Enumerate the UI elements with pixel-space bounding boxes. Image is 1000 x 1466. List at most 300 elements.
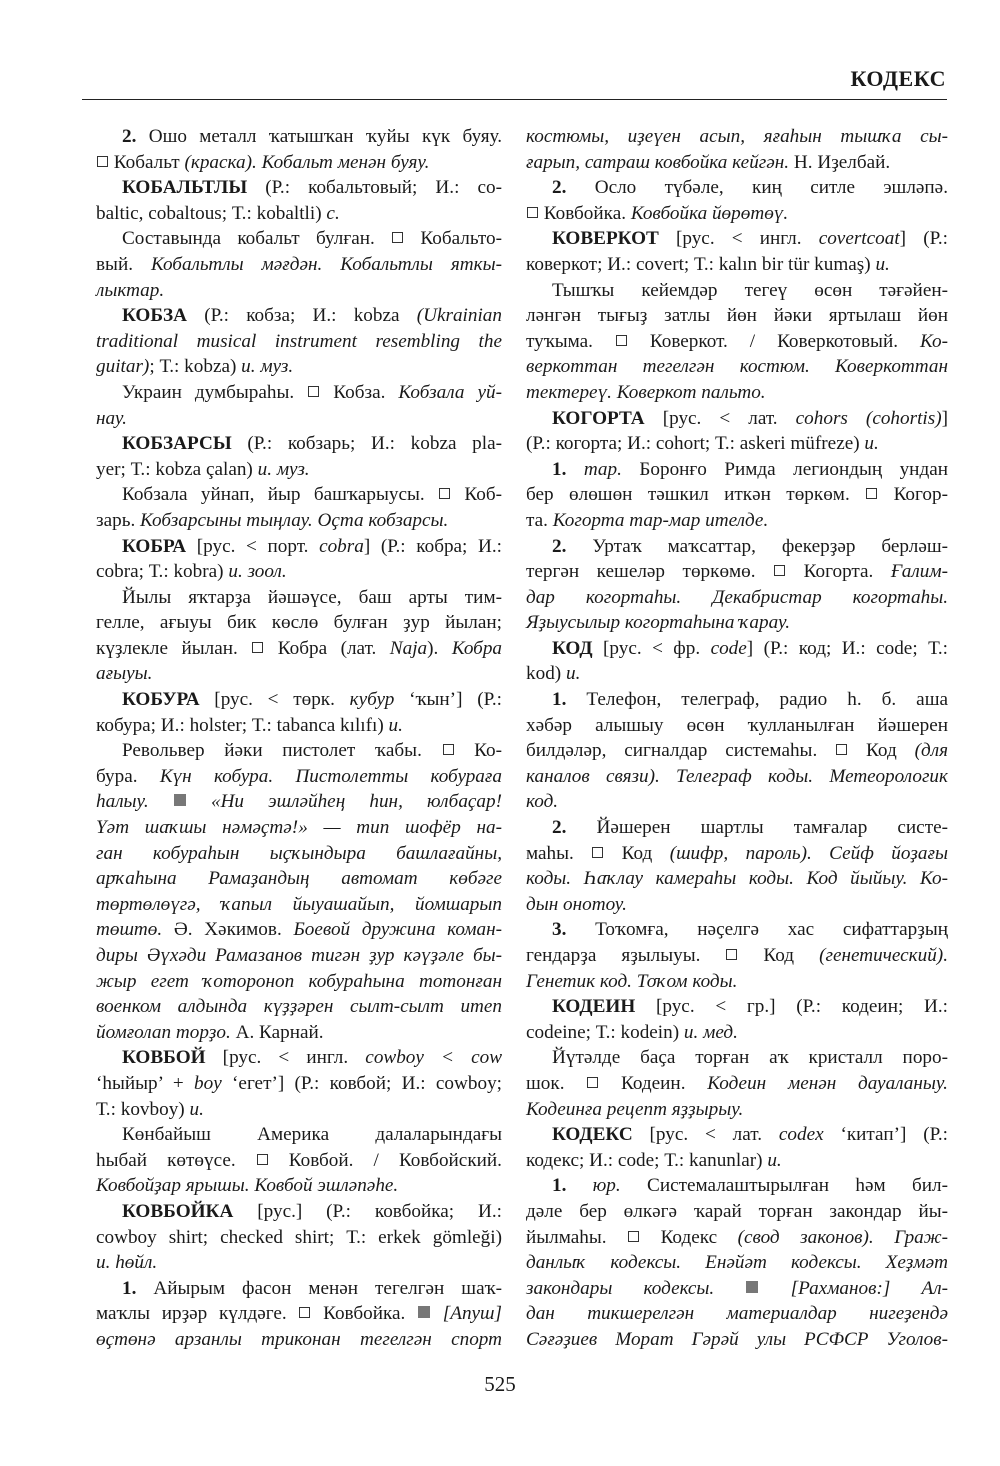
italic-text: cowboy < cow — [365, 1047, 502, 1069]
italic-text: guitar) — [96, 356, 150, 378]
text-segment: Кобзала уйнап, йыр башҡарыусы. — [122, 484, 439, 506]
open-square-icon — [774, 565, 785, 576]
open-square-icon — [587, 1077, 598, 1088]
italic-text: код. — [526, 791, 559, 813]
text-line — [96, 1148, 502, 1174]
text-line — [96, 226, 502, 252]
italic-text: и. зоол. — [228, 561, 287, 583]
text-segment — [187, 791, 211, 812]
text-segment: А. Карнай. — [230, 1021, 324, 1043]
italic-text: жыр егет ҡотороноп кобураһына тотонған — [96, 970, 502, 992]
italic-text: төштө. — [96, 919, 163, 941]
text-segment: кодекс; И.: code; Т.: kanunlar) — [526, 1149, 768, 1171]
italic-text: военком алдында күҙҙәрен сылт-сылт итеп — [96, 996, 502, 1018]
text-line — [526, 559, 948, 585]
text-line — [96, 866, 502, 892]
italic-text: тар. — [583, 458, 622, 480]
text-segment: Код — [604, 842, 670, 864]
italic-text: [Рахманов:] Ал- — [790, 1277, 949, 1299]
italic-text: и. мед. — [683, 1021, 738, 1043]
text-segment: Ковбойка. — [539, 202, 631, 224]
text-segment: Тоҡомға, нәҫелгә хас сифаттарҙың — [566, 919, 948, 941]
text-line — [526, 866, 948, 892]
text-line — [96, 1327, 502, 1353]
text-segment: Йылы яҡтарҙа йәшәүсе, баш арты тим- — [122, 586, 502, 608]
headword: КОБУРА — [122, 689, 200, 711]
text-segment: Ковбойка. — [311, 1303, 418, 1325]
italic-text: cobra — [319, 535, 364, 557]
text-segment: [рус. < төрк. — [199, 689, 350, 711]
text-line — [96, 329, 502, 355]
text-segment: Йәшерен шартлы тамғалар систе- — [566, 817, 948, 839]
italic-text: диры Әүхәди Рамазанов тигән ҙур кәүҙәле бы- — [96, 945, 502, 966]
headword: КОБРА — [122, 535, 187, 557]
open-square-icon — [527, 207, 538, 218]
filled-square-icon — [418, 1306, 430, 1318]
text-segment: тергән кешеләр төркөмө. — [526, 561, 774, 583]
italic-text: һалыу. — [96, 791, 149, 813]
text-segment: Когор- — [878, 484, 948, 506]
headword: КОБЗАРСЫ — [122, 433, 232, 455]
open-square-icon — [257, 1154, 268, 1165]
text-line — [96, 252, 502, 278]
text-line — [96, 994, 502, 1020]
text-segment: codeine; Т.: kodein) — [526, 1021, 684, 1043]
text-segment: [рус. < лат. — [632, 1124, 779, 1146]
text-segment: та. — [526, 509, 553, 531]
text-line — [526, 252, 948, 278]
headword: 1. — [122, 1277, 137, 1299]
open-square-icon — [866, 488, 877, 499]
headword: КОД — [552, 637, 593, 659]
text-segment: ‘һыйыр’ + — [96, 1072, 195, 1094]
italic-text: йомғолап торҙо. — [96, 1021, 231, 1043]
open-square-icon — [836, 744, 847, 755]
text-line — [96, 764, 502, 790]
open-square-icon — [97, 156, 108, 167]
page-number: 525 — [484, 1372, 516, 1396]
text-line — [96, 1071, 502, 1097]
text-segment: бура. — [96, 765, 160, 787]
text-line — [96, 1301, 502, 1327]
text-segment: ] (Р.: код; И.: code; Т.: — [746, 637, 948, 659]
text-segment: baltic, cobaltous; Т.: kobaltli) — [96, 202, 327, 224]
text-segment: [рус. < лат. — [644, 407, 796, 429]
text-segment: [рус. < ингл. — [658, 228, 819, 250]
text-segment: Уртаҡ маҡсаттар, фекерҙәр берләш- — [566, 535, 948, 557]
text-line — [96, 841, 502, 867]
text-segment: cowboy shirt; checked shirt; Т.: erkek gömleği) — [96, 1226, 502, 1248]
text-line — [526, 1045, 948, 1071]
text-line — [526, 1327, 948, 1353]
text-line — [96, 380, 502, 406]
text-segment: һыбай көтөүсе. — [96, 1149, 256, 1171]
italic-text: ғарып, сатраш ковбойка кейгән. — [526, 151, 790, 173]
italic-text: арҡаһына Рамаҙандың автомат көбәге — [96, 868, 502, 890]
italic-text: төртөлөүгә, ҡапыл йыуашайып, йомшарып — [96, 893, 502, 915]
italic-text: өҫтөнә арзанлы триконан тегелгән спорт — [96, 1328, 502, 1350]
text-segment: Кобальт — [109, 151, 185, 173]
text-line — [526, 1199, 948, 1225]
italic-text: Кобра — [451, 637, 503, 659]
text-segment: Кобза. — [320, 381, 399, 403]
text-segment: [рус. < порт. — [186, 535, 320, 557]
text-line — [526, 1173, 948, 1199]
text-segment: дәле бер өлкәгә ҡарай торған закондар йы- — [526, 1200, 948, 1222]
text-line — [96, 201, 502, 227]
text-segment: Телефон, телеграф, радио һ. б. аша — [566, 689, 948, 711]
headword: 2. — [552, 177, 567, 199]
text-segment: Кобальто- — [404, 228, 503, 250]
headword: 2. — [552, 817, 567, 839]
text-line — [526, 303, 948, 329]
text-line — [526, 431, 948, 457]
italic-text: и. — [864, 433, 879, 455]
text-line — [96, 150, 502, 176]
text-segment: гелле, ағыуы бик көслө булған ҙур йылан; — [96, 612, 502, 634]
text-line — [526, 713, 948, 739]
text-segment: Ошо металл ҡатышҡан ҡуйы күк буяу. — [136, 126, 502, 147]
text-segment: ] — [941, 407, 948, 429]
text-line — [96, 1020, 502, 1046]
text-line — [526, 1122, 948, 1148]
italic-text: дын онотоу. — [526, 893, 627, 915]
text-segment: Кодеин. — [599, 1072, 708, 1094]
text-line — [96, 559, 502, 585]
text-line — [96, 585, 502, 611]
text-segment: [рус. < гр.] (Р.: кодеин; И.: — [635, 996, 948, 1018]
text-line — [96, 1122, 502, 1148]
headword: 3. — [552, 919, 567, 941]
right-column — [526, 124, 948, 1353]
text-segment: кобура; И.: holster; Т.: tabanca kılıfı) — [96, 714, 389, 736]
text-segment: Коверкот. / Коверкотовый. — [627, 330, 920, 352]
italic-text: Генетик код. Тоҡом коды. — [526, 970, 738, 992]
text-segment: yer; Т.: kobza çalan) — [96, 458, 258, 480]
headword: 1. — [552, 689, 567, 711]
text-segment: Т.: kovboy) — [96, 1098, 190, 1120]
text-segment: ‘ҡын’] (Р.: — [394, 689, 502, 711]
text-line — [96, 354, 502, 380]
text-line — [526, 201, 948, 227]
text-line — [96, 508, 502, 534]
text-segment: kod) — [526, 663, 566, 685]
text-line — [526, 1148, 948, 1174]
text-line — [96, 482, 502, 508]
text-line — [526, 969, 948, 995]
italic-text: тектереү. Коверкот пальто. — [526, 381, 766, 403]
italic-text: (свод законов). Граж- — [737, 1226, 949, 1248]
text-segment: Осло түбәле, киң ситле эшләпә. — [566, 177, 948, 199]
text-segment: гендарҙа яҙылыуы. — [526, 945, 726, 966]
text-segment: (Р.: кобза; И.: kobza — [187, 305, 417, 327]
italic-text: covertcoat — [818, 228, 900, 250]
open-square-icon — [443, 744, 454, 755]
text-segment: Системалаштырылған һәм бил- — [620, 1175, 948, 1197]
italic-text: и. — [189, 1098, 204, 1120]
text-line — [526, 278, 948, 304]
italic-text: boy — [194, 1072, 222, 1094]
italic-text: cohors (cohortis) — [795, 407, 942, 429]
text-line — [526, 534, 948, 560]
text-line — [96, 738, 502, 764]
text-segment — [566, 1175, 592, 1196]
italic-text: Кобзарсыны тыңлау. Оҫта кобзарсы. — [140, 509, 449, 531]
italic-text: и. — [388, 714, 403, 736]
text-line — [526, 380, 948, 406]
text-segment: Тышҡы кейемдәр тегеү өсөн тәғәйен- — [552, 279, 948, 301]
text-line — [526, 1071, 948, 1097]
text-line — [526, 1301, 948, 1327]
text-segment: Йүтәлде баҫа торған аҡ кристалл поро- — [552, 1047, 948, 1069]
text-line — [96, 1276, 502, 1302]
italic-text: Сәғәҙиев Морат Гәрәй улы РСФСР Уголов- — [526, 1328, 948, 1350]
headword: 1. — [552, 458, 567, 480]
italic-text: и. — [875, 253, 890, 275]
open-square-icon — [726, 949, 737, 960]
text-segment: Украин думбыраһы. — [122, 381, 308, 403]
text-line — [96, 303, 502, 329]
italic-text: каналов связи). Телеграф коды. Метеорологик — [526, 765, 948, 787]
text-line — [526, 1020, 948, 1046]
italic-text: кубур — [349, 689, 395, 711]
text-line — [96, 1199, 502, 1225]
header-rule — [82, 99, 947, 100]
text-segment: ). — [427, 637, 452, 659]
text-line — [96, 815, 502, 841]
text-segment: Боронғо Римда легиондың ундан — [621, 458, 948, 480]
text-line — [526, 124, 948, 150]
text-line — [96, 892, 502, 918]
italic-text: Ғалим- — [890, 561, 948, 583]
headword: 1. — [552, 1175, 567, 1197]
italic-text: костюмы, иҙеүен асып, яғаһын тышҡа сы- — [526, 126, 948, 147]
text-segment: Кобра (лат. — [264, 637, 390, 659]
italic-text: (генетический). — [819, 945, 948, 966]
open-square-icon — [252, 642, 263, 653]
italic-text: (Ukrainian — [416, 305, 502, 327]
open-square-icon — [308, 386, 319, 397]
text-line — [96, 687, 502, 713]
text-segment: Составында кобальт булған. — [122, 228, 392, 250]
text-segment: ] (Р.: кобра; И.: — [363, 535, 502, 557]
italic-text: Ковбойҙар ярышы. Ковбой эшләпәһе. — [96, 1175, 399, 1197]
text-line — [96, 1250, 502, 1276]
text-segment: Когорта. — [786, 561, 891, 583]
text-line — [96, 406, 502, 432]
text-line — [526, 1276, 948, 1302]
open-square-icon — [392, 232, 403, 243]
text-segment: (Р.: кобзарь; И.: kobza pla- — [231, 433, 502, 455]
italic-text: ган кобураһын ыҫҡындыра башлағайны, — [96, 842, 502, 864]
text-segment: шок. — [526, 1072, 587, 1094]
open-square-icon — [592, 847, 603, 858]
text-segment: ‘китап’] (Р.: — [823, 1124, 948, 1146]
italic-text: нау. — [96, 407, 127, 429]
text-line — [96, 278, 502, 304]
headword: КОВБОЙ — [122, 1047, 206, 1069]
text-line — [526, 943, 948, 969]
text-line — [96, 175, 502, 201]
italic-text: ағыуы. — [96, 663, 153, 685]
text-segment — [431, 1303, 443, 1324]
text-line — [96, 124, 502, 150]
headword: 2. — [552, 535, 567, 557]
text-segment: ләнгән тығыҙ затлы йөн йәки яртылаш йөн — [526, 305, 948, 327]
text-line — [526, 406, 948, 432]
italic-text: (краска). Кобальт менән буяу. — [184, 151, 430, 173]
italic-text: (шифр, пароль). Сейф йоҙағы — [669, 842, 948, 864]
text-line — [526, 789, 948, 815]
italic-text: Кодеин менән дауаланыу. — [707, 1072, 948, 1094]
headword: КОВЕРКОТ — [552, 228, 659, 250]
italic-text: Naja — [389, 637, 428, 659]
text-line — [526, 150, 948, 176]
headword: КОВБОЙКА — [122, 1200, 234, 1222]
italic-text: Ковбойка йөрөтөү. — [630, 202, 789, 224]
running-head: КОДЕКС — [850, 66, 946, 91]
text-segment: зарь. — [96, 509, 141, 531]
text-line — [526, 175, 948, 201]
text-line — [96, 534, 502, 560]
italic-text: и. муз. — [257, 458, 310, 480]
text-line — [526, 636, 948, 662]
text-line — [526, 1225, 948, 1251]
text-segment: Н. Иҙелбай. — [789, 151, 891, 173]
italic-text: Боевой дружина коман- — [293, 919, 502, 941]
italic-text: codex — [778, 1124, 824, 1146]
text-line — [526, 841, 948, 867]
text-line — [526, 585, 948, 611]
text-line — [96, 1097, 502, 1123]
text-segment — [714, 1278, 745, 1299]
text-segment: күҙлекле йылан. — [96, 637, 252, 659]
text-segment: Ко- — [454, 740, 503, 762]
open-square-icon — [299, 1307, 310, 1318]
text-line — [526, 661, 948, 687]
open-square-icon — [628, 1231, 639, 1242]
text-segment: [рус. < фр. — [592, 637, 711, 659]
text-segment: хәбәр алышыу өсөн ҡулланылған йәшерен — [526, 714, 948, 736]
headword: КОГОРТА — [552, 407, 645, 429]
text-line — [96, 969, 502, 995]
text-line — [526, 457, 948, 483]
italic-text: (для — [914, 740, 948, 762]
italic-text: Ко- — [919, 330, 948, 352]
text-line — [96, 1045, 502, 1071]
text-segment — [566, 459, 583, 480]
italic-text: дан тикшерелгән материалдар нигеҙендә — [526, 1303, 948, 1325]
filled-square-icon — [174, 794, 186, 806]
text-line — [526, 764, 948, 790]
text-segment: Коб- — [451, 484, 502, 506]
italic-text: «Ни эшләйһең һин, юлбаҫар! — [210, 791, 503, 813]
italic-text: Кобальтлы мәғдән. Кобальтлы яткы- — [150, 253, 502, 275]
text-segment: туҡыма. — [526, 330, 615, 352]
text-segment: [рус. < ингл. — [205, 1047, 366, 1069]
italic-text: данлыҡ кодексы. Енәйәт кодексы. Хеҙмәт — [526, 1252, 948, 1274]
text-segment: Кодекс — [640, 1226, 738, 1248]
text-line — [526, 354, 948, 380]
text-segment: Ковбой. / Ковбойский. — [268, 1149, 502, 1171]
headword: КОБАЛЬТЛЫ — [122, 177, 248, 199]
text-segment: маҡлы ирҙәр күлдәге. — [96, 1303, 299, 1325]
text-segment: Код — [848, 740, 915, 762]
text-line — [96, 917, 502, 943]
text-segment: ‘егет’] (Р.: ковбой; И.: cowboy; — [221, 1072, 502, 1094]
text-segment: [рус.] (Р.: ковбойка; И.: — [233, 1200, 502, 1222]
text-segment: йылмаһы. — [526, 1226, 628, 1248]
text-line — [526, 482, 948, 508]
text-line — [96, 610, 502, 636]
text-segment: Айырым фасон менән тегелгән шаҡ- — [136, 1277, 502, 1299]
text-line — [526, 610, 948, 636]
italic-text: закондары кодексы. — [526, 1277, 715, 1299]
italic-text: коды. Һаҡлау камераһы коды. Код йыйыу. Ко- — [526, 868, 948, 890]
headword: 2. — [122, 126, 137, 147]
italic-text: code — [710, 637, 747, 659]
text-line — [96, 431, 502, 457]
text-line — [526, 687, 948, 713]
text-line — [526, 1250, 948, 1276]
italic-text: Кодеинға рецепт яҙҙырыу. — [526, 1098, 744, 1120]
italic-text: Когорта тар-мар ителде. — [552, 509, 769, 531]
text-line — [526, 508, 948, 534]
text-line — [526, 994, 948, 1020]
text-line — [96, 661, 502, 687]
text-line — [96, 1173, 502, 1199]
text-line — [96, 943, 502, 969]
text-line — [526, 329, 948, 355]
text-segment: коверкот; И.: covert; Т.: kalın bir tür kumaş) — [526, 253, 876, 275]
text-line — [96, 713, 502, 739]
italic-text: [Апуш] — [442, 1303, 502, 1325]
text-segment: Револьвер йәки пистолет ҡабы. — [122, 740, 442, 762]
italic-text: Үәт шаҡшы нәмәҫтә!» — тип шофёр на- — [96, 817, 502, 839]
italic-text: Яҙыусылыр когортаһына ҡарау. — [526, 612, 791, 634]
text-segment: вый. — [96, 253, 151, 275]
text-segment: (Р.: когорта; И.: cohort; Т.: askeri müfreze) — [526, 433, 865, 455]
text-segment: cobra; Т.: kobra) — [96, 561, 229, 583]
italic-text: и. — [767, 1149, 782, 1171]
text-segment: ] (Р.: — [899, 228, 948, 250]
text-segment: Көнбайыш Америка далаларындағы — [122, 1124, 502, 1146]
italic-text: Кобзала уй- — [398, 381, 502, 403]
text-line — [526, 738, 948, 764]
italic-text: веркоттан тегелгән костюм. Коверкоттан — [526, 356, 948, 378]
text-line — [96, 1225, 502, 1251]
text-segment: (Р.: кобальтовый; И.: co- — [247, 177, 502, 199]
text-segment: Ә. Хәкимов. — [162, 919, 294, 941]
italic-text: юр. — [592, 1175, 621, 1197]
text-segment — [149, 791, 173, 812]
headword: КОДЕИН — [552, 996, 636, 1018]
italic-text: и. һөйл. — [96, 1252, 158, 1274]
text-line — [96, 789, 502, 815]
filled-square-icon — [746, 1281, 758, 1293]
italic-text: с. — [326, 202, 340, 224]
italic-text: лыктар. — [96, 279, 165, 301]
text-line — [526, 815, 948, 841]
italic-text: traditional musical instrument resembling the — [96, 330, 502, 352]
text-line — [526, 1097, 948, 1123]
headword: КОБЗА — [122, 305, 188, 327]
italic-text: и. — [565, 663, 581, 685]
italic-text: дар когортаһы. Декабристар когортаһы. — [526, 586, 948, 608]
italic-text: и. муз. — [241, 356, 294, 378]
text-segment: Код — [738, 945, 820, 966]
text-segment: билдәләр, сигналдар системаһы. — [526, 740, 836, 762]
